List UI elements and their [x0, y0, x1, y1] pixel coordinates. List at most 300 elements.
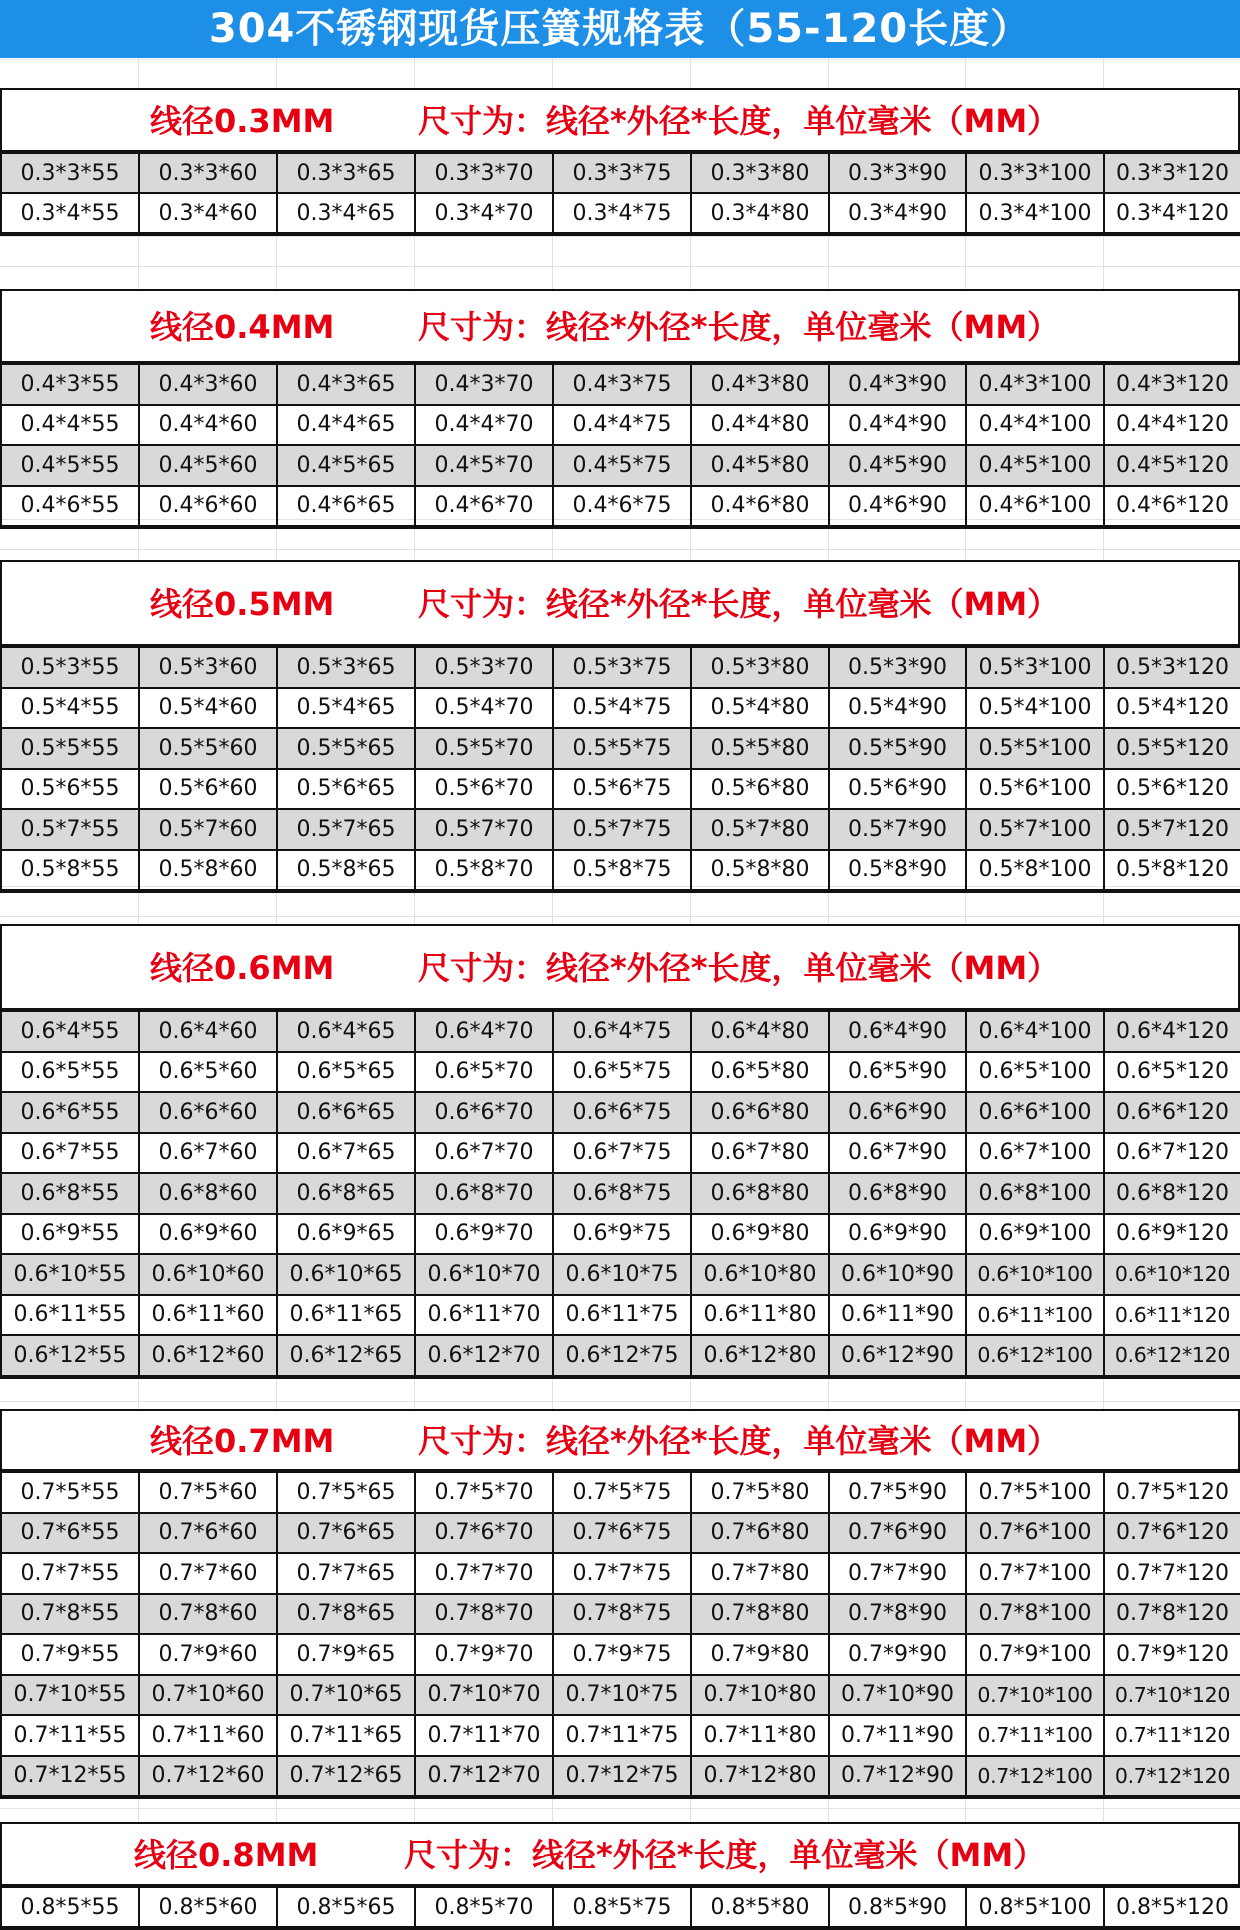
- spec-cell: 0.7*7*120: [1104, 1553, 1240, 1594]
- spec-cell: 0.6*8*80: [691, 1173, 829, 1214]
- spec-table: [0, 646, 1240, 891]
- spec-cell: 0.8*5*70: [415, 1887, 553, 1927]
- spec-cell: 0.5*4*75: [553, 688, 691, 729]
- spec-cell: 0.4*3*60: [139, 364, 277, 405]
- spec-cell: 0.7*8*90: [829, 1594, 966, 1635]
- table-row: [1, 405, 1240, 446]
- spec-cell: 0.5*5*120: [1104, 728, 1240, 769]
- spec-cell: 0.5*4*60: [139, 688, 277, 729]
- spec-cell: 0.6*9*70: [415, 1214, 553, 1255]
- spec-cell: 0.7*12*60: [139, 1756, 277, 1797]
- spec-cell: 0.5*5*90: [829, 728, 966, 769]
- spec-cell: 0.5*4*80: [691, 688, 829, 729]
- spec-cell: 0.5*6*90: [829, 769, 966, 810]
- spec-cell: 0.7*12*80: [691, 1756, 829, 1797]
- spec-cell: 0.5*5*100: [966, 728, 1104, 769]
- spec-cell: 0.6*12*55: [1, 1335, 139, 1376]
- table-row: [1, 1335, 1240, 1376]
- spec-cell: 0.7*7*90: [829, 1553, 966, 1594]
- spec-cell: 0.7*5*120: [1104, 1472, 1240, 1513]
- table-row: [1, 1887, 1240, 1927]
- spec-cell: 0.5*6*60: [139, 769, 277, 810]
- spec-section: [0, 289, 1240, 529]
- spec-cell: 0.7*5*60: [139, 1472, 277, 1513]
- spec-cell: 0.6*10*90: [829, 1254, 966, 1295]
- spec-cell: 0.6*11*65: [277, 1295, 415, 1336]
- spec-cell: 0.6*10*70: [415, 1254, 553, 1295]
- spec-cell: 0.6*4*75: [553, 1011, 691, 1052]
- spec-cell: 0.5*6*80: [691, 769, 829, 810]
- table-row: [1, 1756, 1240, 1797]
- spec-cell: 0.3*4*100: [966, 193, 1104, 233]
- spec-cell: 0.7*10*70: [415, 1675, 553, 1716]
- spec-cell: 0.5*3*80: [691, 647, 829, 688]
- spec-cell: 0.5*4*65: [277, 688, 415, 729]
- spec-cell: 0.6*7*60: [139, 1133, 277, 1174]
- spec-cell: 0.3*4*65: [277, 193, 415, 233]
- spec-cell: 0.8*5*90: [829, 1887, 966, 1927]
- sheet-gridline: [690, 58, 691, 88]
- spec-cell: 0.5*8*55: [1, 850, 139, 891]
- spec-cell: 0.7*9*75: [553, 1634, 691, 1675]
- spec-cell: 0.7*11*65: [277, 1715, 415, 1756]
- spec-cell: 0.6*6*120: [1104, 1092, 1240, 1133]
- spec-cell: 0.3*4*90: [829, 193, 966, 233]
- spec-cell: 0.6*11*55: [1, 1295, 139, 1336]
- table-row: [1, 1295, 1240, 1336]
- spec-cell: 0.6*6*55: [1, 1092, 139, 1133]
- table-row: [1, 647, 1240, 688]
- spec-cell: 0.6*5*60: [139, 1052, 277, 1093]
- spec-cell: 0.3*3*80: [691, 153, 829, 193]
- spec-cell: 0.8*5*120: [1104, 1887, 1240, 1927]
- spec-cell: 0.3*4*80: [691, 193, 829, 233]
- spec-cell: 0.6*5*75: [553, 1052, 691, 1093]
- spec-cell: 0.3*3*120: [1104, 153, 1240, 193]
- spec-cell: 0.4*4*100: [966, 405, 1104, 446]
- spec-cell: 0.6*10*65: [277, 1254, 415, 1295]
- spec-cell: 0.7*12*65: [277, 1756, 415, 1797]
- spec-cell: 0.5*8*60: [139, 850, 277, 891]
- spec-cell: 0.5*3*65: [277, 647, 415, 688]
- spec-cell: 0.7*7*70: [415, 1553, 553, 1594]
- spec-cell: 0.7*9*100: [966, 1634, 1104, 1675]
- spec-cell: 0.4*5*55: [1, 445, 139, 486]
- spec-cell: 0.5*4*55: [1, 688, 139, 729]
- spec-cell: 0.6*10*80: [691, 1254, 829, 1295]
- spec-cell: 0.6*7*75: [553, 1133, 691, 1174]
- spec-cell: 0.7*10*90: [829, 1675, 966, 1716]
- spec-cell: 0.5*5*55: [1, 728, 139, 769]
- spec-section: [0, 560, 1240, 893]
- spec-cell: 0.7*5*70: [415, 1472, 553, 1513]
- sheet-gridline: [276, 235, 277, 289]
- spec-cell: 0.4*6*90: [829, 486, 966, 527]
- sheet-gridline: [0, 59, 1240, 60]
- spec-cell: 0.5*5*65: [277, 728, 415, 769]
- spec-cell: 0.3*4*120: [1104, 193, 1240, 233]
- spec-cell: 0.4*4*80: [691, 405, 829, 446]
- spec-cell: 0.5*6*65: [277, 769, 415, 810]
- spec-cell: 0.6*7*90: [829, 1133, 966, 1174]
- spec-cell: 0.4*4*90: [829, 405, 966, 446]
- spec-cell: 0.5*8*65: [277, 850, 415, 891]
- table-row: [1, 445, 1240, 486]
- spec-cell: 0.7*9*55: [1, 1634, 139, 1675]
- spec-cell: 0.6*8*90: [829, 1173, 966, 1214]
- spec-section: [0, 88, 1240, 236]
- sheet-gridline: [138, 235, 139, 289]
- spec-cell: 0.4*6*120: [1104, 486, 1240, 527]
- spec-cell: 0.5*7*60: [139, 809, 277, 850]
- spec-cell: 0.6*9*60: [139, 1214, 277, 1255]
- spec-cell: 0.6*11*100: [966, 1295, 1104, 1336]
- spec-cell: 0.5*3*55: [1, 647, 139, 688]
- spec-cell: 0.7*11*120: [1104, 1715, 1240, 1756]
- spec-cell: 0.4*6*80: [691, 486, 829, 527]
- spec-cell: 0.6*12*80: [691, 1335, 829, 1376]
- unit-note: 尺寸为：线径*外径*长度，单位毫米（MM）: [418, 949, 1060, 987]
- table-row: [1, 193, 1240, 233]
- spec-cell: 0.6*11*75: [553, 1295, 691, 1336]
- spec-cell: 0.5*5*70: [415, 728, 553, 769]
- spec-cell: 0.8*5*100: [966, 1887, 1104, 1927]
- spec-cell: 0.6*11*80: [691, 1295, 829, 1336]
- spec-cell: 0.7*8*60: [139, 1594, 277, 1635]
- spec-cell: 0.7*6*100: [966, 1513, 1104, 1554]
- spec-cell: 0.4*3*65: [277, 364, 415, 405]
- spec-cell: 0.7*9*60: [139, 1634, 277, 1675]
- spec-cell: 0.6*10*120: [1104, 1254, 1240, 1295]
- spec-cell: 0.4*5*65: [277, 445, 415, 486]
- spec-cell: 0.7*10*60: [139, 1675, 277, 1716]
- spec-cell: 0.7*6*70: [415, 1513, 553, 1554]
- spec-cell: 0.7*7*65: [277, 1553, 415, 1594]
- spec-cell: 0.6*6*100: [966, 1092, 1104, 1133]
- spec-cell: 0.3*4*75: [553, 193, 691, 233]
- spec-cell: 0.6*5*120: [1104, 1052, 1240, 1093]
- spec-cell: 0.6*7*65: [277, 1133, 415, 1174]
- spec-cell: 0.7*8*55: [1, 1594, 139, 1635]
- spec-cell: 0.5*3*60: [139, 647, 277, 688]
- spec-cell: 0.7*11*55: [1, 1715, 139, 1756]
- spec-cell: 0.4*5*60: [139, 445, 277, 486]
- spec-cell: 0.6*8*70: [415, 1173, 553, 1214]
- spec-cell: 0.8*5*60: [139, 1887, 277, 1927]
- sheet-gridline: [414, 58, 415, 88]
- spec-cell: 0.4*3*70: [415, 364, 553, 405]
- spec-cell: 0.7*12*90: [829, 1756, 966, 1797]
- wire-diameter-label: 线径0.6MM: [150, 949, 335, 987]
- spec-cell: 0.7*6*80: [691, 1513, 829, 1554]
- spec-cell: 0.6*12*75: [553, 1335, 691, 1376]
- sheet-gridline: [965, 235, 966, 289]
- spec-cell: 0.4*5*100: [966, 445, 1104, 486]
- spec-cell: 0.6*8*65: [277, 1173, 415, 1214]
- spec-cell: 0.7*8*75: [553, 1594, 691, 1635]
- sheet-gridline: [690, 235, 691, 289]
- spec-cell: 0.6*4*55: [1, 1011, 139, 1052]
- spec-cell: 0.5*3*120: [1104, 647, 1240, 688]
- table-row: [1, 1553, 1240, 1594]
- spec-cell: 0.7*11*90: [829, 1715, 966, 1756]
- spec-cell: 0.5*4*90: [829, 688, 966, 729]
- spec-cell: 0.4*6*100: [966, 486, 1104, 527]
- spec-cell: 0.5*6*120: [1104, 769, 1240, 810]
- spec-table: [0, 1471, 1240, 1797]
- page-title: 304不锈钢现货压簧规格表（55-120长度）: [0, 0, 1240, 58]
- spec-cell: 0.6*10*75: [553, 1254, 691, 1295]
- spec-cell: 0.6*8*75: [553, 1173, 691, 1214]
- spec-cell: 0.6*6*60: [139, 1092, 277, 1133]
- spec-cell: 0.6*7*120: [1104, 1133, 1240, 1174]
- table-row: [1, 1594, 1240, 1635]
- spec-cell: 0.4*4*70: [415, 405, 553, 446]
- spec-cell: 0.4*5*70: [415, 445, 553, 486]
- spec-cell: 0.3*3*55: [1, 153, 139, 193]
- table-row: [1, 769, 1240, 810]
- sheet-gridline: [0, 1401, 1240, 1402]
- spec-cell: 0.4*6*70: [415, 486, 553, 527]
- table-row: [1, 688, 1240, 729]
- wire-diameter-label: 线径0.3MM: [150, 102, 335, 140]
- section-header: [0, 1411, 1240, 1471]
- spec-cell: 0.6*10*55: [1, 1254, 139, 1295]
- table-row: [1, 364, 1240, 405]
- section-header: [0, 562, 1240, 646]
- spec-cell: 0.6*12*90: [829, 1335, 966, 1376]
- spec-cell: 0.5*3*70: [415, 647, 553, 688]
- table-row: [1, 1675, 1240, 1716]
- spec-cell: 0.6*11*90: [829, 1295, 966, 1336]
- spec-cell: 0.7*5*100: [966, 1472, 1104, 1513]
- spec-cell: 0.5*5*75: [553, 728, 691, 769]
- spec-cell: 0.5*6*70: [415, 769, 553, 810]
- spec-cell: 0.3*4*60: [139, 193, 277, 233]
- spec-table: [0, 1010, 1240, 1377]
- spec-cell: 0.8*5*65: [277, 1887, 415, 1927]
- spec-cell: 0.7*8*120: [1104, 1594, 1240, 1635]
- spec-cell: 0.7*9*120: [1104, 1634, 1240, 1675]
- spec-cell: 0.5*7*55: [1, 809, 139, 850]
- spec-cell: 0.5*3*100: [966, 647, 1104, 688]
- table-row: [1, 1513, 1240, 1554]
- spec-cell: 0.7*12*70: [415, 1756, 553, 1797]
- spec-cell: 0.6*8*120: [1104, 1173, 1240, 1214]
- spec-cell: 0.4*6*55: [1, 486, 139, 527]
- spec-cell: 0.6*4*80: [691, 1011, 829, 1052]
- spec-cell: 0.7*6*55: [1, 1513, 139, 1554]
- spec-cell: 0.4*4*75: [553, 405, 691, 446]
- spec-cell: 0.6*7*80: [691, 1133, 829, 1174]
- spec-cell: 0.7*6*65: [277, 1513, 415, 1554]
- spec-cell: 0.4*5*80: [691, 445, 829, 486]
- spec-cell: 0.6*6*75: [553, 1092, 691, 1133]
- spec-cell: 0.6*9*90: [829, 1214, 966, 1255]
- spec-cell: 0.6*6*70: [415, 1092, 553, 1133]
- spec-cell: 0.5*7*80: [691, 809, 829, 850]
- sheet-gridline: [0, 1808, 1240, 1809]
- spec-cell: 0.7*7*55: [1, 1553, 139, 1594]
- sheet-gridline: [138, 58, 139, 88]
- sheet-gridline: [0, 236, 1240, 237]
- table-row: [1, 1052, 1240, 1093]
- spec-cell: 0.5*8*90: [829, 850, 966, 891]
- unit-note: 尺寸为：线径*外径*长度，单位毫米（MM）: [418, 585, 1060, 623]
- spec-cell: 0.6*9*120: [1104, 1214, 1240, 1255]
- spec-cell: 0.7*8*80: [691, 1594, 829, 1635]
- spec-cell: 0.6*9*65: [277, 1214, 415, 1255]
- spec-cell: 0.8*5*80: [691, 1887, 829, 1927]
- spec-cell: 0.5*7*120: [1104, 809, 1240, 850]
- spec-table: [0, 152, 1240, 234]
- sheet-gridline: [276, 58, 277, 88]
- spec-cell: 0.7*7*100: [966, 1553, 1104, 1594]
- spec-cell: 0.3*4*70: [415, 193, 553, 233]
- spec-cell: 0.3*4*55: [1, 193, 139, 233]
- table-row: [1, 809, 1240, 850]
- spec-cell: 0.4*4*65: [277, 405, 415, 446]
- spec-cell: 0.6*10*60: [139, 1254, 277, 1295]
- table-row: [1, 1254, 1240, 1295]
- spec-section: [0, 924, 1240, 1379]
- spec-cell: 0.4*3*55: [1, 364, 139, 405]
- spec-cell: 0.7*10*120: [1104, 1675, 1240, 1716]
- spec-cell: 0.7*11*75: [553, 1715, 691, 1756]
- spec-cell: 0.7*6*60: [139, 1513, 277, 1554]
- spec-cell: 0.6*10*100: [966, 1254, 1104, 1295]
- spec-cell: 0.6*12*65: [277, 1335, 415, 1376]
- spec-cell: 0.7*9*70: [415, 1634, 553, 1675]
- spec-cell: 0.6*12*100: [966, 1335, 1104, 1376]
- spec-cell: 0.7*11*100: [966, 1715, 1104, 1756]
- table-row: [1, 1634, 1240, 1675]
- spec-cell: 0.5*8*70: [415, 850, 553, 891]
- spec-cell: 0.5*7*65: [277, 809, 415, 850]
- spec-cell: 0.6*4*70: [415, 1011, 553, 1052]
- spec-cell: 0.6*5*80: [691, 1052, 829, 1093]
- spec-cell: 0.6*6*80: [691, 1092, 829, 1133]
- spec-cell: 0.6*12*60: [139, 1335, 277, 1376]
- spec-cell: 0.7*10*65: [277, 1675, 415, 1716]
- table-row: [1, 1173, 1240, 1214]
- spec-cell: 0.5*4*70: [415, 688, 553, 729]
- spec-cell: 0.6*9*80: [691, 1214, 829, 1255]
- spec-cell: 0.4*5*120: [1104, 445, 1240, 486]
- spec-cell: 0.3*3*70: [415, 153, 553, 193]
- spec-cell: 0.4*6*75: [553, 486, 691, 527]
- spec-cell: 0.4*4*120: [1104, 405, 1240, 446]
- spec-cell: 0.4*3*120: [1104, 364, 1240, 405]
- spec-cell: 0.4*3*75: [553, 364, 691, 405]
- spec-cell: 0.5*6*55: [1, 769, 139, 810]
- spec-cell: 0.6*7*55: [1, 1133, 139, 1174]
- spec-cell: 0.5*7*75: [553, 809, 691, 850]
- spec-cell: 0.7*9*80: [691, 1634, 829, 1675]
- spec-cell: 0.4*3*90: [829, 364, 966, 405]
- spec-cell: 0.7*11*70: [415, 1715, 553, 1756]
- table-row: [1, 1715, 1240, 1756]
- spec-cell: 0.8*5*75: [553, 1887, 691, 1927]
- spec-cell: 0.4*4*60: [139, 405, 277, 446]
- spec-cell: 0.7*5*65: [277, 1472, 415, 1513]
- spec-cell: 0.6*9*100: [966, 1214, 1104, 1255]
- spec-cell: 0.6*6*90: [829, 1092, 966, 1133]
- spec-cell: 0.6*12*70: [415, 1335, 553, 1376]
- spec-cell: 0.5*8*75: [553, 850, 691, 891]
- spec-cell: 0.7*8*65: [277, 1594, 415, 1635]
- spec-cell: 0.6*5*100: [966, 1052, 1104, 1093]
- sheet-gridline: [828, 58, 829, 88]
- sheet-gridline: [552, 235, 553, 289]
- spec-cell: 0.4*5*75: [553, 445, 691, 486]
- sheet-gridline: [1103, 58, 1104, 88]
- section-header: [0, 926, 1240, 1010]
- spec-cell: 0.7*7*75: [553, 1553, 691, 1594]
- spec-cell: 0.5*6*75: [553, 769, 691, 810]
- spec-cell: 0.6*4*65: [277, 1011, 415, 1052]
- spec-cell: 0.5*8*120: [1104, 850, 1240, 891]
- spec-cell: 0.6*8*100: [966, 1173, 1104, 1214]
- spec-cell: 0.5*5*80: [691, 728, 829, 769]
- spec-cell: 0.6*9*55: [1, 1214, 139, 1255]
- spec-cell: 0.6*5*90: [829, 1052, 966, 1093]
- spec-cell: 0.4*3*100: [966, 364, 1104, 405]
- spec-cell: 0.7*7*80: [691, 1553, 829, 1594]
- spec-cell: 0.5*8*80: [691, 850, 829, 891]
- table-row: [1, 728, 1240, 769]
- table-row: [1, 1011, 1240, 1052]
- spec-cell: 0.5*3*75: [553, 647, 691, 688]
- spec-cell: 0.6*5*55: [1, 1052, 139, 1093]
- spec-cell: 0.7*11*60: [139, 1715, 277, 1756]
- spec-cell: 0.4*5*90: [829, 445, 966, 486]
- spec-cell: 0.7*5*80: [691, 1472, 829, 1513]
- sheet-gridline: [965, 58, 966, 88]
- spec-section: [0, 1409, 1240, 1799]
- spec-cell: 0.6*11*60: [139, 1295, 277, 1336]
- table-row: [1, 850, 1240, 891]
- sheet-gridline: [828, 235, 829, 289]
- spec-cell: 0.6*7*70: [415, 1133, 553, 1174]
- spec-cell: 0.7*12*55: [1, 1756, 139, 1797]
- spec-cell: 0.5*7*90: [829, 809, 966, 850]
- spec-table: [0, 363, 1240, 527]
- spec-cell: 0.6*4*100: [966, 1011, 1104, 1052]
- spec-cell: 0.7*6*120: [1104, 1513, 1240, 1554]
- spec-cell: 0.5*4*120: [1104, 688, 1240, 729]
- spec-cell: 0.4*6*60: [139, 486, 277, 527]
- spec-cell: 0.5*4*100: [966, 688, 1104, 729]
- spec-cell: 0.7*10*80: [691, 1675, 829, 1716]
- spec-cell: 0.5*8*100: [966, 850, 1104, 891]
- section-header: [0, 291, 1240, 363]
- spec-cell: 0.5*7*100: [966, 809, 1104, 850]
- spec-cell: 0.6*4*120: [1104, 1011, 1240, 1052]
- table-row: [1, 1472, 1240, 1513]
- spec-cell: 0.6*4*90: [829, 1011, 966, 1052]
- spec-cell: 0.6*7*100: [966, 1133, 1104, 1174]
- spec-cell: 0.7*5*90: [829, 1472, 966, 1513]
- spec-cell: 0.6*11*120: [1104, 1295, 1240, 1336]
- spec-section: [0, 1822, 1240, 1930]
- sheet-gridline: [1103, 235, 1104, 289]
- spec-cell: 0.7*8*100: [966, 1594, 1104, 1635]
- spec-cell: 0.6*12*120: [1104, 1335, 1240, 1376]
- spec-cell: 0.3*3*100: [966, 153, 1104, 193]
- unit-note: 尺寸为：线径*外径*长度，单位毫米（MM）: [404, 1836, 1046, 1874]
- sheet-gridline: [0, 266, 1240, 267]
